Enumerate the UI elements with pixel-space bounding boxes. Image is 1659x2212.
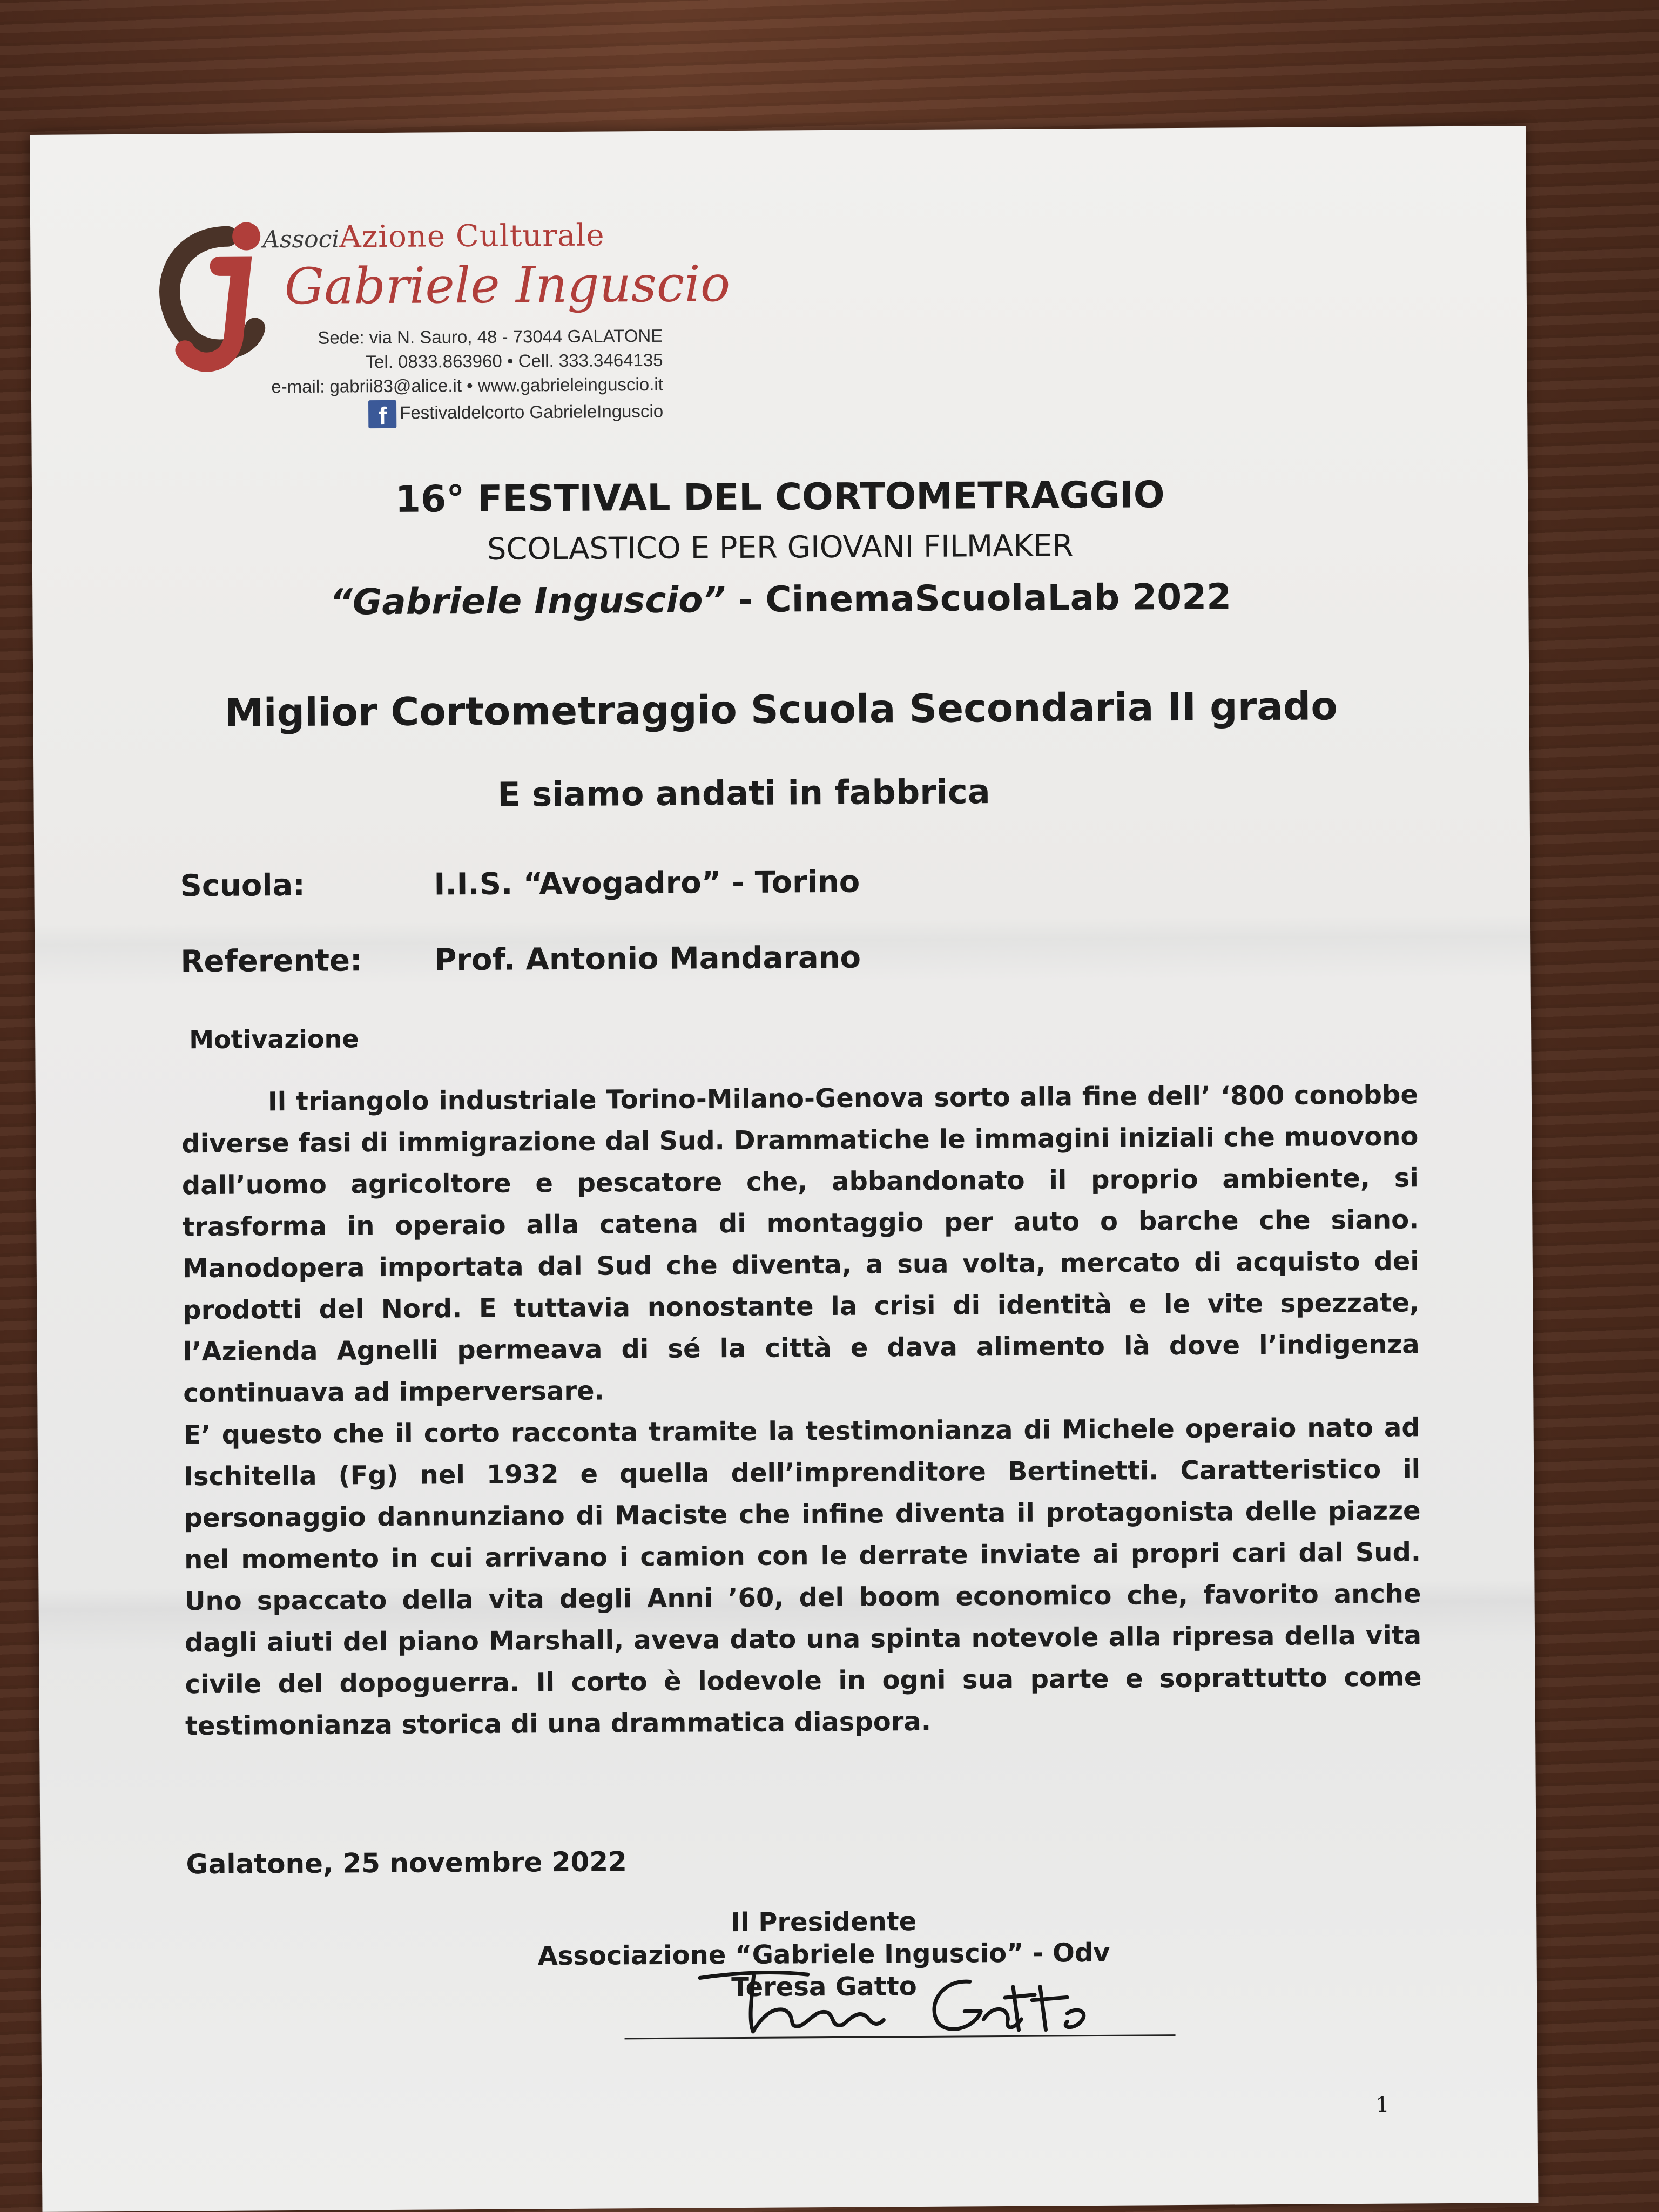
facebook-icon: f: [368, 400, 396, 428]
page-number: 1: [1375, 2092, 1390, 2117]
festival-subtitle: SCOLASTICO E PER GIOVANI FILMAKER: [487, 528, 1074, 567]
school-label: Scuola:: [180, 867, 305, 904]
school-value: I.I.S. “Avogadro” - Torino: [434, 864, 860, 902]
facebook-line: [368, 399, 663, 428]
place-date: Galatone, 25 novembre 2022: [186, 1846, 628, 1880]
motivation-body: [181, 1074, 1422, 1747]
handwritten-signature: [689, 1954, 1100, 2043]
email-web-line: e-mail: gabrii83@alice.it • www.gabrieleinguscio.it: [271, 374, 663, 397]
festival-edition: [32, 574, 1528, 625]
festival-name-quoted: “Gabriele Inguscio”: [329, 579, 726, 623]
signatory-role: Il Presidente: [731, 1906, 917, 1938]
referent-value: Prof. Antonio Mandarano: [434, 940, 861, 978]
phone-line: Tel. 0833.863960 • Cell. 333.3464135: [365, 349, 663, 372]
signatory-name: Teresa Gatto: [731, 1971, 917, 2003]
address-line: Sede: via N. Sauro, 48 - 73044 GALATONE: [318, 325, 663, 348]
org-heading: [262, 218, 605, 255]
letter-sheet: [30, 126, 1538, 2212]
facebook-handle: Festivaldelcorto GabrieleInguscio: [400, 401, 664, 423]
signatory-association: Associazione “Gabriele Inguscio” - Odv: [537, 1937, 1110, 1972]
org-azione-text: Azione Culturale: [339, 218, 605, 255]
motivation-paragraph-2: E’ questo che il corto racconta tramite la testimonianza di Michele operaio nato ad Ischitella (Fg) nel 1932 e quella dell’imprenditore Bertinetti. Caratteristico il personaggio dannunziano di Maciste che infine diventa il protagonista delle piazze nel momento in cui arrivano i camion con le derrate inviate ai propri cari dal Sud. Uno spaccato della vita degli Anni ’60, del boom economico che, favorito anche dagli aiuti del piano Marshall, aveva dato una spinta notevole alla ripresa della vita civile del dopoguerra. Il corto è lodevole in ogni sua parte e soprattutto come testimonianza storica di una drammatica diaspora.: [183, 1412, 1422, 1742]
motivation-heading: Motivazione: [189, 1024, 359, 1055]
org-assoc-text: Associ: [262, 225, 340, 254]
film-title: E siamo andati in fabbrica: [497, 772, 990, 814]
festival-edition-rest: - CinemaScuolaLab 2022: [725, 576, 1232, 621]
motivation-paragraph-1: Il triangolo industriale Torino-Milano-Genova sorto alla fine dell’ ‘800 conobbe diverse fasi di immigrazione dal Sud. Drammatiche le immagini iniziali che muovono dall’uomo agricoltore e pescatore che, abbandonato il proprio ambiente, si trasforma in operaio alla catena di montaggio per auto o barche che siano. Manodopera importata dal Sud che diventa, a sua volta, mercato di acquisto dei prodotti del Nord. E tuttavia nonostante la crisi di identità e le vite spezzate, l’Azienda Agnelli permeava di sé la città e dava alimento là dove l’indigenza continuava ad imperversare.: [181, 1080, 1420, 1409]
award-category: Miglior Cortometraggio Scuola Secondaria II grado: [225, 683, 1338, 736]
festival-title: 16° FESTIVAL DEL CORTOMETRAGGIO: [395, 474, 1165, 521]
school-row: [180, 865, 860, 904]
referent-label: Referente:: [180, 943, 362, 980]
referent-row: [180, 940, 861, 980]
org-name: Gabriele Inguscio: [284, 255, 731, 316]
